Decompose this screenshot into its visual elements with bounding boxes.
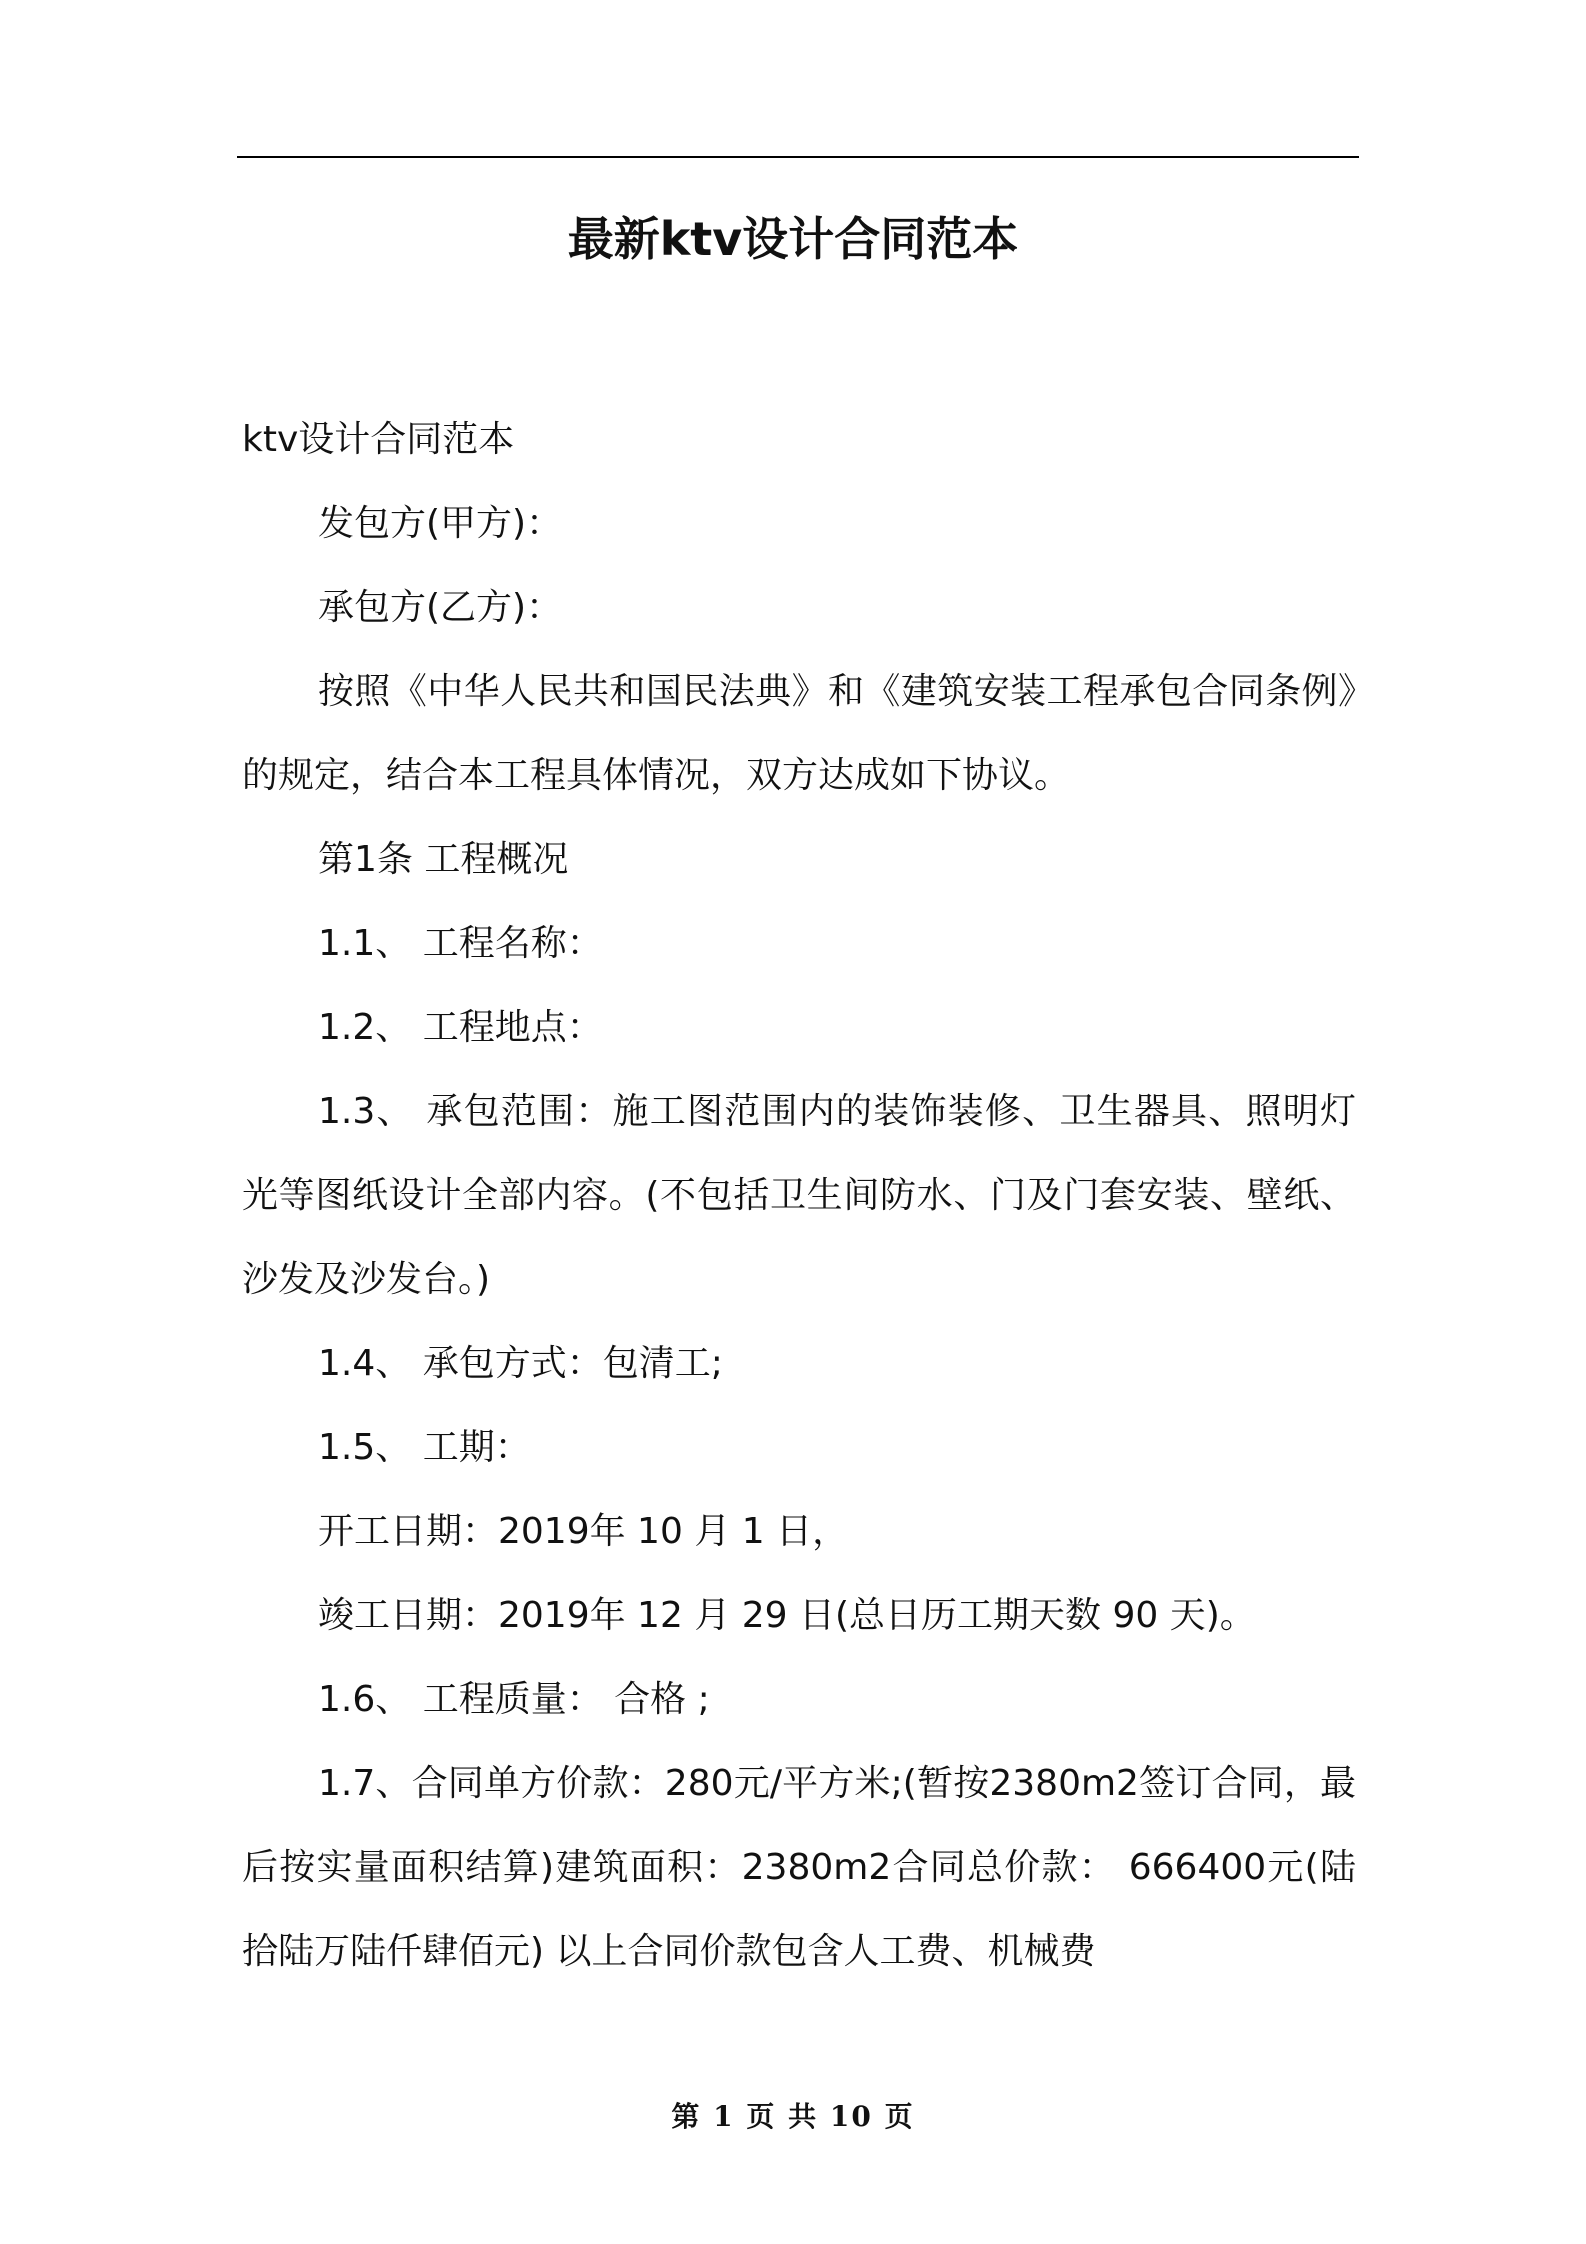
clause-1-5: 1.5、 工期： — [318, 1427, 531, 1468]
header-rule — [237, 156, 1359, 158]
article-1-heading: 第1条 工程概况 — [318, 839, 569, 880]
clause-1-4: 1.4、 承包方式：包清工; — [318, 1343, 723, 1384]
clause-1-7: 1.7、合同单方价款：280元/平方米;(暂按2380m2签订合同，最后按实量面积结算)建筑面积：2380m2合同总价款： 666400元(陆拾陆万陆仟肆佰元) 以上合同价款包含人工费、机械费 — [242, 1763, 1356, 1972]
party-a-line: 发包方(甲方)： — [318, 503, 563, 544]
document-subtitle: ktv设计合同范本 — [242, 419, 515, 460]
start-date-line: 开工日期：2019年 10 月 1 日， — [318, 1511, 849, 1552]
page-indicator: 第 1 页 共 10 页 — [671, 2100, 915, 2133]
party-b-line: 承包方(乙方)： — [318, 587, 563, 628]
preamble-paragraph: 按照《中华人民共和国民法典》和《建筑安装工程承包合同条例》的规定，结合本工程具体情况，双方达成如下协议。 — [242, 671, 1356, 796]
document-body — [242, 398, 1356, 1994]
clause-1-6: 1.6、 工程质量： 合格 ; — [318, 1679, 710, 1720]
clause-1-1: 1.1、 工程名称： — [318, 923, 603, 964]
document-title: 最新ktv设计合同范本 — [567, 212, 1019, 266]
clause-1-3: 1.3、 承包范围：施工图范围内的装饰装修、卫生器具、照明灯光等图纸设计全部内容。(不包括卫生间防水、门及门套安装、壁纸、沙发及沙发台。) — [242, 1091, 1356, 1300]
completion-date-line: 竣工日期：2019年 12 月 29 日(总日历工期天数 90 天)。 — [318, 1595, 1256, 1636]
clause-1-2: 1.2、 工程地点： — [318, 1007, 603, 1048]
